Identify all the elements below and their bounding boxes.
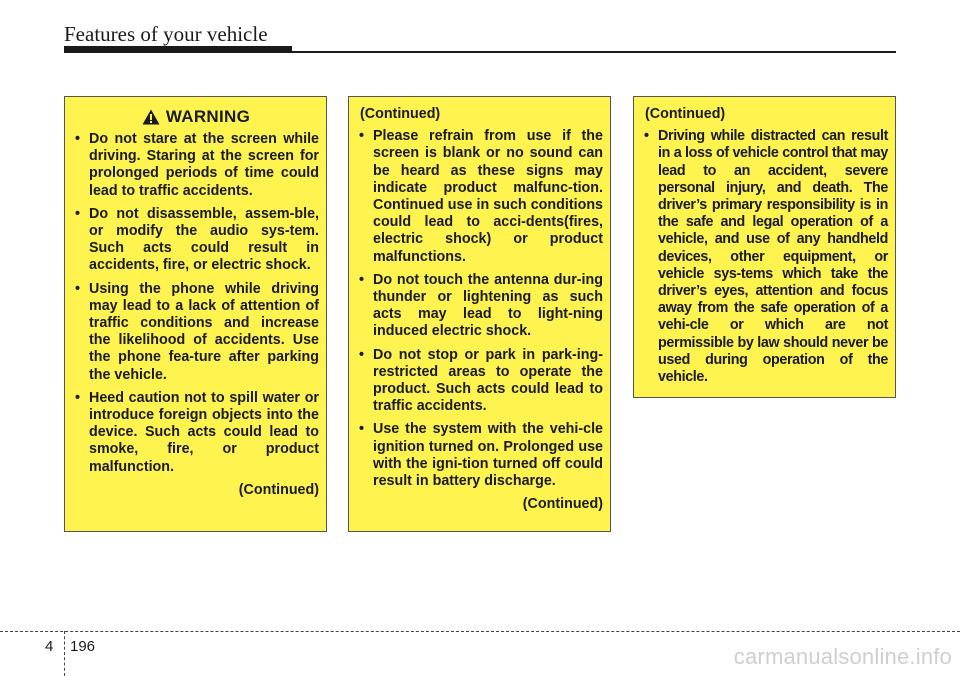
list-item: • Heed caution not to spill water or introduce foreign objects into the device. Such acts could lead to smoke, fire, or product malfunction. [75,389,319,475]
continued-label: (Continued) [522,496,603,513]
warning-panel [64,96,327,532]
list-item: • Using the phone while driving may lead to a lack of attention of traffic conditions and increase the likelihood of accidents. Use the phone fea-ture after parking the vehicle. [75,280,319,383]
section-title: Features of your vehicle [64,22,268,46]
watermark: carmanualsonline.info [733,644,952,669]
list-item: • Please refrain from use if the screen is blank or no sound can be heard as these signs may indicate product malfunc-tion. Continued use in such conditions could lead to acci-dents(fires, electric shock) or product malfunctions. [359,128,603,265]
list-item-text: Please refrain from use if the screen is blank or no sound can be heard as these signs may indicate product malfunc-tion. Continued use in such conditions could lead to acci-dents(fires, electric shock) or product malfunctions. [373,128,603,265]
header-rule [64,51,896,53]
list-item: • Do not disassemble, assem-ble, or modify the audio sys-tem. Such acts could result in accidents, fire, or electric shock. [75,205,319,274]
warning-list [642,128,888,386]
list-item: • Use the system with the vehi-cle ignition turned on. Prolonged use with the igni-tion turned off could result in battery discharge. [359,421,603,490]
warning-list [73,131,319,476]
continued-panel-3 [633,96,896,398]
list-item-text: Use the system with the vehi-cle ignition turned on. Prolonged use with the igni-tion turned off could result in battery discharge. [373,421,603,490]
list-item-text: Do not touch the antenna dur-ing thunder or lightening as such acts may lead to light-ning induced electric shock. [373,271,603,340]
list-item-text: Heed caution not to spill water or introduce foreign objects into the device. Such acts could lead to smoke, fire, or product malfunction. [89,389,319,475]
continued-label: (Continued) [238,481,319,498]
continued-heading: (Continued) [360,106,441,122]
chapter-number: 4 [45,638,54,655]
warning-list [357,128,603,490]
continued-panel-2 [348,96,611,532]
continued-heading: (Continued) [645,106,726,122]
list-item: • Do not stop or park in park-ing-restricted areas to operate the product. Such acts could lead to traffic accidents. [359,346,603,415]
footer-divider [64,631,65,676]
list-item: • Do not stare at the screen while driving. Staring at the screen for prolonged periods of time could lead to traffic accidents. [75,131,319,199]
list-item-text: Do not disassemble, assem-ble, or modify the audio sys-tem. Such acts could result in accidents, fire, or electric shock. [89,205,319,274]
list-item-text: Using the phone while driving may lead to a lack of attention of traffic conditions and increase the likelihood of accidents. Use the phone fea-ture after parking the vehicle. [89,280,319,383]
list-item-text: Do not stop or park in park-ing-restricted areas to operate the product. Such acts could lead to traffic accidents. [373,346,603,415]
list-item: • Driving while distracted can result in a loss of vehicle control that may lead to an accident, severe personal injury, and death. The driver’s primary responsibility is in the safe and legal operation of a vehicle, and use of any handheld devices, other equipment, or vehicle sys-tems which take the driver’s eyes, attention and focus away from the safe operation of a vehi-cle or which are not permissible by law should never be used during operation of the vehicle. [644,128,888,386]
list-item: • Do not touch the antenna dur-ing thunder or lightening as such acts may lead to light-ning induced electric shock. [359,271,603,340]
warning-heading-label: WARNING [165,107,251,126]
footer-rule [0,631,960,632]
list-item-text: Driving while distracted can result in a loss of vehicle control that may lead to an accident, severe personal injury, and death. The driver’s primary responsibility is in the safe and legal operation of a vehicle, and use of any handheld devices, other equipment, or vehicle sys-tems which take the driver’s eyes, attention and focus away from the safe operation of a vehi-cle or which are not permissible by law should never be used during operation of the vehicle. [658,128,888,386]
warning-heading [73,107,319,127]
list-item-text: Do not stare at the screen while driving. Staring at the screen for prolonged periods of time could lead to traffic accidents. [89,131,319,199]
warning-triangle-icon [142,109,160,125]
page-number: 196 [70,638,96,655]
